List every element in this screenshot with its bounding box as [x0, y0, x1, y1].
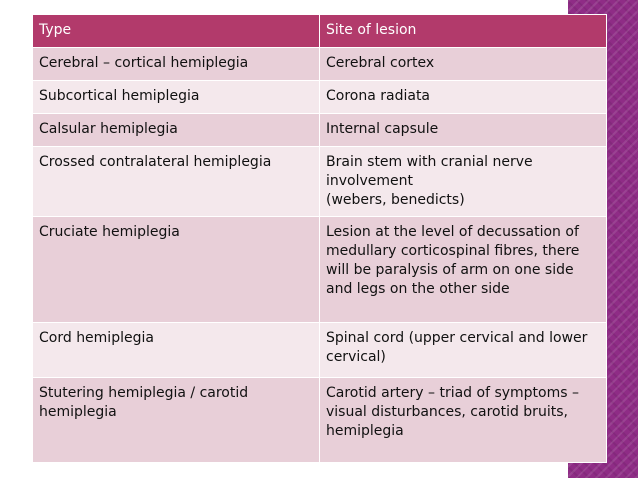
cell-type: Cruciate hemiplegia: [33, 217, 320, 323]
cell-site: Lesion at the level of decussation of medullary corticospinal fibres, there will be paralysis of arm on one side and legs on the other side: [320, 217, 607, 323]
cell-type: Crossed contralateral hemiplegia: [33, 147, 320, 217]
cell-site: Internal capsule: [320, 114, 607, 147]
cell-type: Stutering hemiplegia / carotid hemiplegia: [33, 378, 320, 463]
cell-type: Subcortical hemiplegia: [33, 81, 320, 114]
cell-site: Brain stem with cranial nerve involvement (webers, benedicts): [320, 147, 607, 217]
cell-type: Cerebral – cortical hemiplegia: [33, 48, 320, 81]
table-row: [33, 147, 607, 217]
table-row: [33, 378, 607, 463]
table-row: [33, 48, 607, 81]
table-row: [33, 323, 607, 378]
header-type: Type: [33, 15, 320, 48]
cell-site: Carotid artery – triad of symptoms – visual disturbances, carotid bruits, hemiplegia: [320, 378, 607, 463]
table-row: [33, 114, 607, 147]
table-header-row: [33, 15, 607, 48]
cell-site: Spinal cord (upper cervical and lower cervical): [320, 323, 607, 378]
header-site-of-lesion: Site of lesion: [320, 15, 607, 48]
table-row: [33, 81, 607, 114]
cell-site: Cerebral cortex: [320, 48, 607, 81]
cell-site: Corona radiata: [320, 81, 607, 114]
hemiplegia-lesion-table: [32, 14, 607, 463]
table-row: [33, 217, 607, 323]
cell-type: Cord hemiplegia: [33, 323, 320, 378]
cell-type: Calsular hemiplegia: [33, 114, 320, 147]
